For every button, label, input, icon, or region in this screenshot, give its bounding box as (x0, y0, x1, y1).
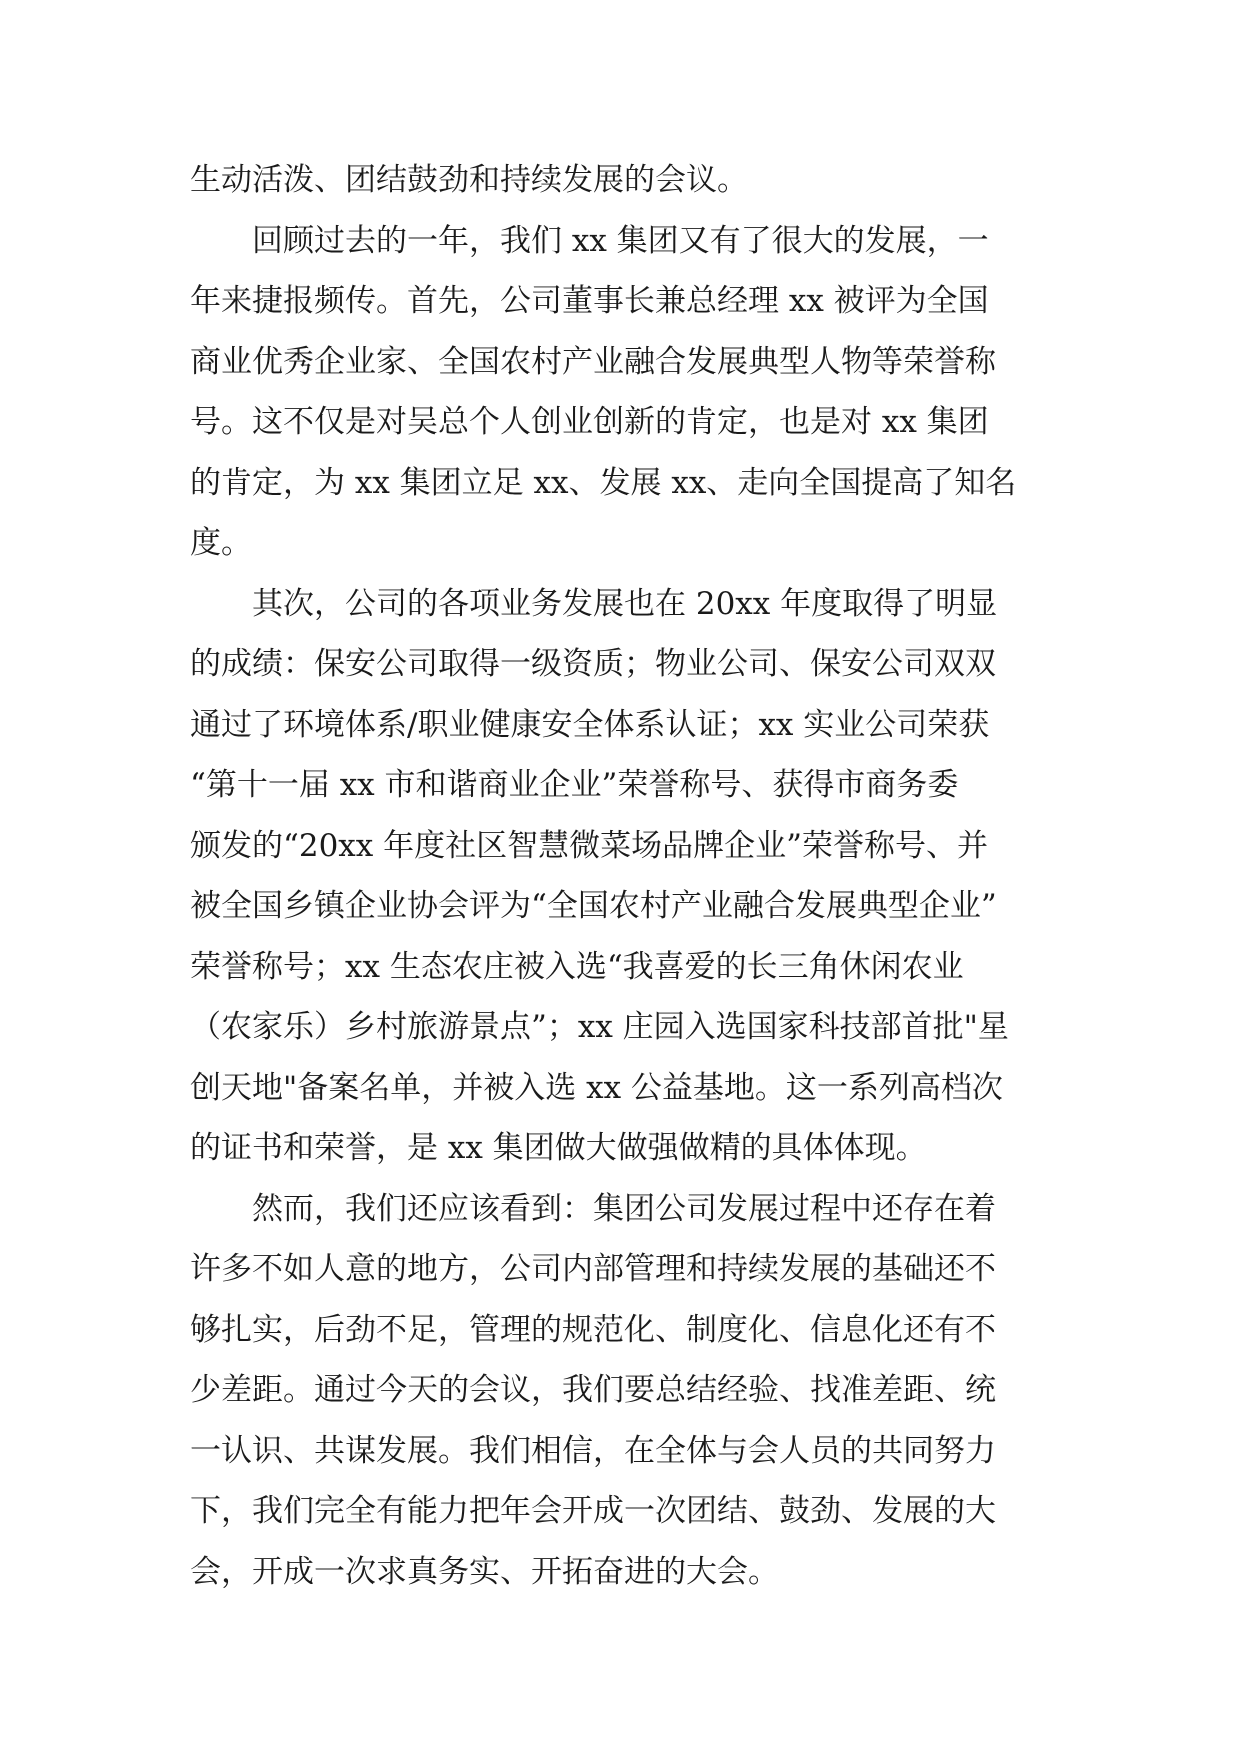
text-line: 度。 (190, 525, 252, 561)
text-line: 其次，公司的各项业务发展也在 20xx 年度取得了明显 (252, 585, 998, 622)
text-line: 少差距。通过今天的会议，我们要总结经验、找准差距、统 (190, 1372, 996, 1408)
text-line: 回顾过去的一年，我们 xx 集团又有了很大的发展，一 (252, 222, 989, 259)
text-line: 够扎实，后劲不足，管理的规范化、制度化、信息化还有不 (190, 1311, 996, 1348)
text-line: 被全国乡镇企业协会评为“全国农村产业融合发展典型企业” (190, 888, 997, 924)
text-line: 商业优秀企业家、全国农村产业融合发展典型人物等荣誉称 (190, 343, 996, 380)
text-line: 生动活泼、团结鼓劲和持续发展的会议。 (190, 162, 748, 198)
text-line: 的肯定，为 xx 集团立足 xx、发展 xx、走向全国提高了知名 (190, 464, 1017, 501)
text-line: 一认识、共谋发展。我们相信，在全体与会人员的共同努力 (190, 1432, 996, 1469)
text-line: 会，开成一次求真务实、开拓奋进的大会。 (190, 1553, 779, 1590)
text-line: “第十一届 xx 市和谐商业企业”荣誉称号、获得市商务委 (190, 767, 959, 803)
text-line: 号。这不仅是对吴总个人创业创新的肯定，也是对 xx 集团 (190, 404, 989, 440)
text-line: 年来捷报频传。首先，公司董事长兼总经理 xx 被评为全国 (190, 283, 989, 319)
text-line: 然而，我们还应该看到：集团公司发展过程中还存在着 (252, 1190, 996, 1227)
text-line: 的证书和荣誉，是 xx 集团做大做强做精的具体体现。 (190, 1130, 927, 1166)
text-line: 颁发的“20xx 年度社区智慧微菜场品牌企业”荣誉称号、并 (190, 827, 988, 864)
text-line: 通过了环境体系/职业健康安全体系认证；xx 实业公司荣获 (190, 706, 990, 743)
text-line: 荣誉称号；xx 生态农庄被入选“我喜爱的长三角休闲农业 (190, 948, 964, 985)
text-line: 下，我们完全有能力把年会开成一次团结、鼓劲、发展的大 (190, 1493, 996, 1529)
text-line: 创天地"备案名单，并被入选 xx 公益基地。这一系列高档次 (190, 1069, 1003, 1106)
text-line: 许多不如人意的地方，公司内部管理和持续发展的基础还不 (190, 1251, 996, 1287)
document-body (190, 150, 1070, 1602)
text-line: （农家乐）乡村旅游景点”；xx 庄园入选国家科技部首批"星 (190, 1009, 1009, 1045)
text-line: 的成绩：保安公司取得一级资质；物业公司、保安公司双双 (190, 646, 996, 682)
